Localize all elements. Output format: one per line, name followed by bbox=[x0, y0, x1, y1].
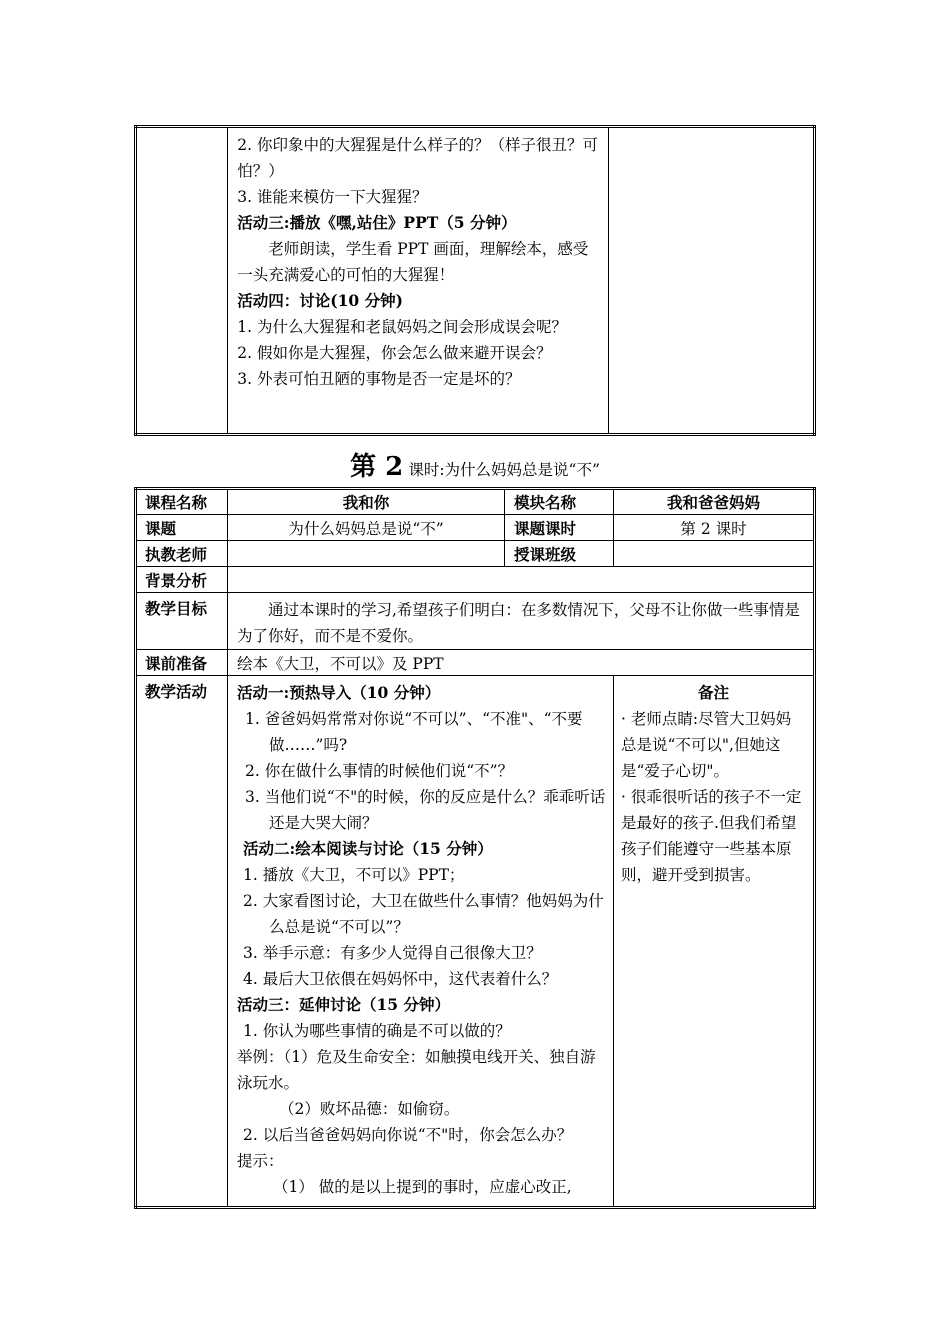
prep-label: 课前准备 bbox=[136, 650, 228, 676]
goal-label: 教学目标 bbox=[136, 593, 228, 650]
module-name-label: 模块名称 bbox=[505, 489, 614, 515]
lesson-title: 课时:为什么妈妈总是说“不” bbox=[408, 461, 600, 479]
activity-title: 活动二:绘本阅读与讨论（15 分钟） bbox=[243, 839, 493, 858]
activity-title: 活动四：讨论(10 分钟) bbox=[237, 291, 403, 310]
memo-title: 备注 bbox=[697, 683, 729, 702]
question-line: 3. 外表可怕丑陋的事物是否一定是坏的？ bbox=[237, 370, 521, 388]
activity-item: 2. 大家看图讨论，大卫在做些什么事情？他妈妈为什么总是说“不可以”？ bbox=[243, 892, 604, 936]
class-value bbox=[614, 541, 815, 567]
activity-label: 教学活动 bbox=[136, 676, 228, 1208]
activity-item: 2. 以后当爸爸妈妈向你说“不"时，你会怎么办？ bbox=[243, 1126, 573, 1144]
question-line: 3. 谁能来模仿一下大猩猩？ bbox=[237, 188, 428, 206]
activity-example: （2）败坏品德：如偷窃。 bbox=[279, 1100, 460, 1118]
topic-value: 为什么妈妈总是说“不” bbox=[228, 515, 505, 541]
activity-item: 1. 爸爸妈妈常常对你说“不可以”、“不准"、“不要做……”吗? bbox=[245, 710, 583, 754]
activity-example: 举例：（1）危及生命安全：如触摸电线开关、独自游泳玩水。 bbox=[237, 1048, 596, 1092]
empty-notes-cell bbox=[609, 127, 815, 435]
class-label: 授课班级 bbox=[505, 541, 614, 567]
lesson-heading bbox=[0, 446, 950, 483]
activity-item: 1. 你认为哪些事情的确是不可以做的？ bbox=[243, 1022, 511, 1040]
activity-text: 老师朗读，学生看 PPT 画面，理解绘本，感受一头充满爱心的可怕的大猩猩！ bbox=[237, 240, 589, 284]
activity-item: 2. 你在做什么事情的时候他们说“不”？ bbox=[245, 762, 514, 780]
topic-label: 课题 bbox=[136, 515, 228, 541]
activity-title: 活动一:预热导入（10 分钟） bbox=[237, 683, 441, 702]
activity-title: 活动三：延伸讨论（15 分钟） bbox=[237, 995, 450, 1014]
memo-note: · 老师点睛:尽管大卫妈妈总是说“不可以",但她这是“爱子心切"。 bbox=[621, 710, 792, 780]
activity-item: 4. 最后大卫依偎在妈妈怀中，这代表着什么？ bbox=[243, 970, 558, 988]
previous-lesson-table bbox=[134, 125, 816, 436]
background-label: 背景分析 bbox=[136, 567, 228, 593]
memo-note: · 很乖很听话的孩子不一定是最好的孩子.但我们希望孩子们能遵守一些基本原则，避开受到损害。 bbox=[621, 788, 802, 884]
question-line: 2. 假如你是大猩猩，你会怎么做来避开误会？ bbox=[237, 344, 552, 362]
activity-item: 3. 当他们说“不"的时候，你的反应是什么？乖乖听话还是大哭大闹？ bbox=[245, 788, 606, 832]
activity-hint-label: 提示： bbox=[237, 1152, 284, 1170]
goal-text: 通过本课时的学习,希望孩子们明白：在多数情况下，父母不让你做一些事情是为了你好，而不是不爱你。 bbox=[237, 601, 800, 645]
background-value bbox=[228, 567, 815, 593]
memo-cell bbox=[614, 676, 815, 1208]
periods-value: 第 2 课时 bbox=[614, 515, 815, 541]
activity-content-cell bbox=[228, 127, 609, 435]
course-name-value: 我和你 bbox=[228, 489, 505, 515]
lesson-number: 第 2 bbox=[350, 452, 404, 482]
activity-item: 1. 播放《大卫，不可以》PPT； bbox=[243, 866, 465, 884]
activities-cell bbox=[228, 676, 614, 1208]
activity-title: 活动三:播放《嘿,站住》PPT（5 分钟） bbox=[237, 213, 517, 232]
question-line: 2. 你印象中的大猩猩是什么样子的？（样子很丑？可怕？） bbox=[237, 136, 599, 180]
question-line: 1. 为什么大猩猩和老鼠妈妈之间会形成误会呢？ bbox=[237, 318, 568, 336]
module-name-value: 我和爸爸妈妈 bbox=[614, 489, 815, 515]
teacher-value bbox=[228, 541, 505, 567]
lesson-plan-table bbox=[134, 487, 816, 1209]
teacher-label: 执教老师 bbox=[136, 541, 228, 567]
goal-cell bbox=[228, 593, 815, 650]
prep-value: 绘本《大卫，不可以》及 PPT bbox=[228, 650, 815, 676]
activity-item: 3. 举手示意：有多少人觉得自己很像大卫？ bbox=[243, 944, 542, 962]
course-name-label: 课程名称 bbox=[136, 489, 228, 515]
periods-label: 课题课时 bbox=[505, 515, 614, 541]
empty-label-cell bbox=[136, 127, 228, 435]
activity-hint: （1） 做的是以上提到的事时，应虚心改正, bbox=[273, 1178, 572, 1196]
